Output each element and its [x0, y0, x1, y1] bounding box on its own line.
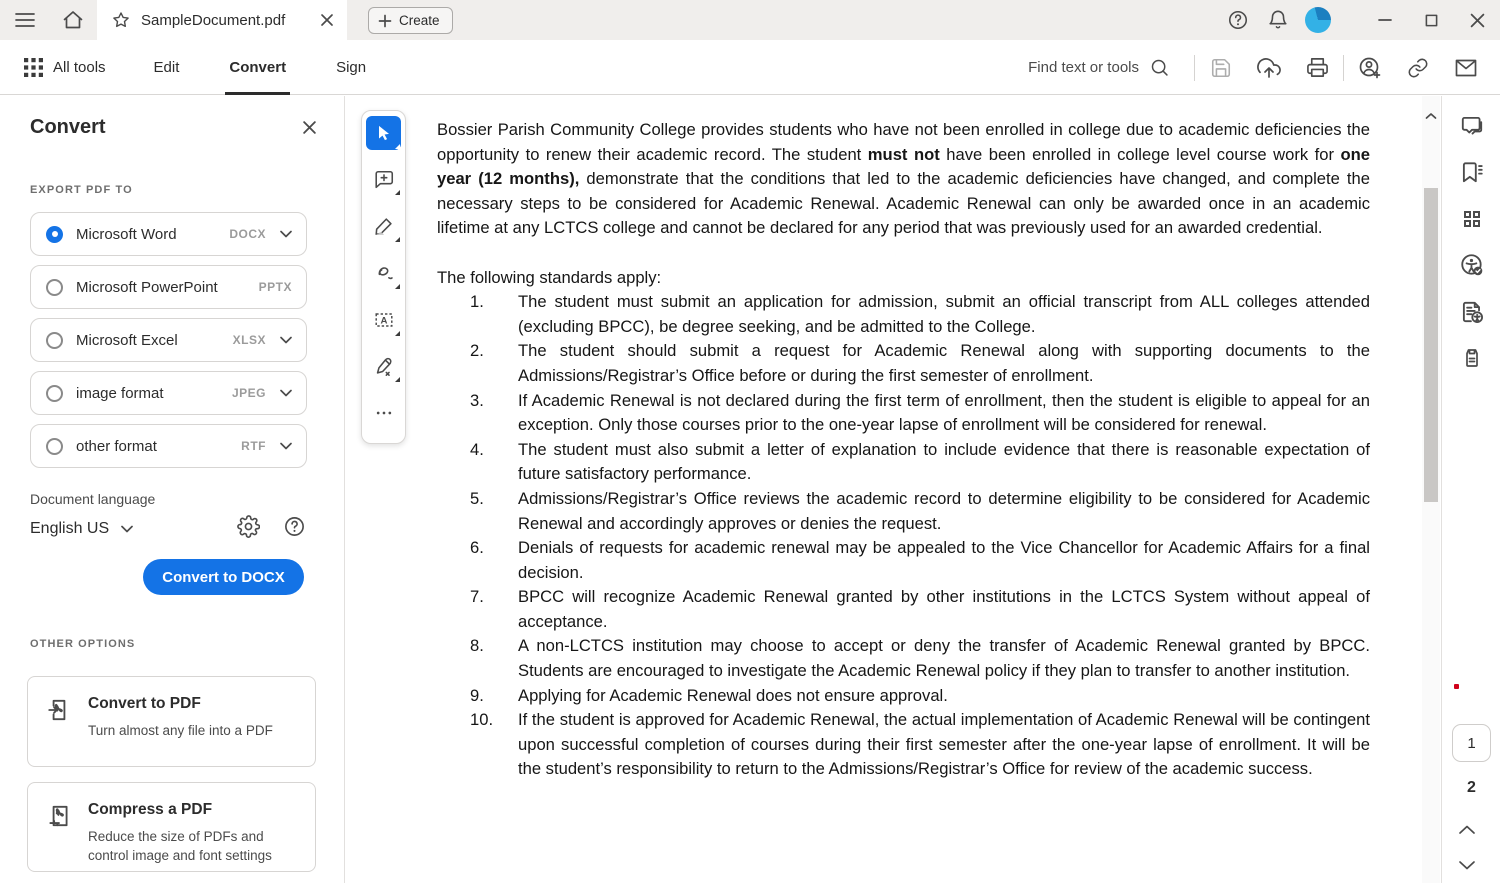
- option-microsoft-powerpoint[interactable]: Microsoft PowerPoint PPTX: [30, 265, 307, 309]
- all-tools-label: All tools: [53, 59, 106, 76]
- vertical-scrollbar[interactable]: [1422, 96, 1440, 883]
- main-toolbar: [0, 40, 1500, 95]
- compress-a-pdf-icon: [46, 803, 72, 855]
- page-thumbnail-2[interactable]: 2: [1467, 779, 1476, 796]
- find-text-or-tools[interactable]: [1028, 40, 1170, 95]
- chevron-down-icon[interactable]: [278, 226, 294, 242]
- notification-dot: [1454, 684, 1459, 689]
- tab-edit[interactable]: Edit: [153, 59, 180, 76]
- convert-to-docx-button[interactable]: Convert to DOCX: [143, 559, 304, 595]
- radio[interactable]: [46, 279, 63, 296]
- document-tab[interactable]: [97, 0, 347, 40]
- document-text: [437, 118, 1370, 782]
- quick-tools-toolbar: [361, 110, 406, 444]
- divider: [1343, 55, 1344, 81]
- panel-title: Convert: [30, 116, 106, 138]
- create-button[interactable]: [368, 7, 453, 34]
- chevron-down-icon: [119, 521, 135, 537]
- grid-icon: [24, 58, 43, 77]
- gear-icon[interactable]: [234, 512, 262, 540]
- next-page-icon[interactable]: [1458, 860, 1476, 871]
- option-image-format[interactable]: image format JPEG: [30, 371, 307, 415]
- other-options-label: OTHER OPTIONS: [30, 638, 136, 650]
- save-icon: [1197, 48, 1245, 88]
- close-button[interactable]: [1454, 0, 1500, 40]
- language-select[interactable]: [30, 520, 135, 538]
- help-icon[interactable]: [1218, 0, 1258, 40]
- notifications-icon[interactable]: [1258, 0, 1298, 40]
- chevron-down-icon[interactable]: [278, 385, 294, 401]
- tags-panel-icon[interactable]: [1456, 342, 1488, 374]
- star-icon[interactable]: [111, 10, 131, 30]
- prepare-for-accessibility-icon[interactable]: [1456, 296, 1488, 328]
- email-icon[interactable]: [1442, 48, 1490, 88]
- compress-a-pdf-card[interactable]: Compress a PDF Reduce the size of PDFs and control image and font settings: [27, 782, 316, 872]
- divider: [1194, 55, 1195, 81]
- tab-close-icon[interactable]: [317, 10, 337, 30]
- minimize-button[interactable]: [1362, 0, 1408, 40]
- menu-icon[interactable]: [13, 8, 37, 32]
- language-value: English US: [30, 520, 110, 537]
- convert-to-pdf-card[interactable]: Convert to PDF Turn almost any file into a PDF: [27, 676, 316, 767]
- radio-selected[interactable]: [46, 226, 63, 243]
- tab-title: SampleDocument.pdf: [141, 11, 286, 29]
- more-tools[interactable]: [366, 396, 401, 430]
- document-page: [346, 96, 1422, 883]
- option-microsoft-excel[interactable]: Microsoft Excel XLSX: [30, 318, 307, 362]
- option-microsoft-word[interactable]: Microsoft Word DOCX: [30, 212, 307, 256]
- fill-and-sign-tool[interactable]: [366, 350, 401, 384]
- comments-panel-icon[interactable]: [1456, 110, 1488, 142]
- list-item: 5. Admissions/Registrar’s Office reviews the academic record to determine eligibility to be considered for Academic Renewal and accordingly approves or denies the request.: [470, 488, 1370, 533]
- accessibility-check-icon[interactable]: [1456, 249, 1488, 281]
- list-item: 2. The student should submit a request for Academic Renewal along with supporting documents to the Admissions/Registrar’s Office before or during the first semester of enrollment.: [470, 341, 1370, 385]
- previous-page-icon[interactable]: [1458, 824, 1476, 835]
- convert-panel: [0, 96, 345, 883]
- select-tool[interactable]: [366, 116, 401, 150]
- tab-convert[interactable]: Convert: [225, 40, 290, 95]
- plus-icon: [377, 13, 393, 29]
- export-options-list: [30, 212, 307, 477]
- tab-all-tools[interactable]: [20, 40, 110, 95]
- list-item: 7. BPCC will recognize Academic Renewal granted by other institutions in the LCTCS System without appeal of acceptance.: [470, 587, 1370, 631]
- export-section-label: EXPORT PDF TO: [30, 184, 133, 196]
- page-thumbnail-1[interactable]: 1: [1452, 724, 1491, 762]
- list-item: 6. Denials of requests for academic renewal may be appealed to the Vice Chancellor for Academic Affairs for a final decision.: [470, 538, 1370, 582]
- avatar[interactable]: [1298, 0, 1338, 40]
- document-language-label: Document language: [30, 491, 156, 507]
- right-sidebar: [1441, 96, 1500, 883]
- request-signatures-icon[interactable]: [1346, 48, 1394, 88]
- upload-cloud-icon[interactable]: [1245, 48, 1293, 88]
- find-label: Find text or tools: [1028, 59, 1139, 76]
- tab-bar: [0, 0, 1500, 40]
- list-item: 4. The student must also submit a letter of explanation to include evidence that there is reasonable expectation of future satisfactory performance.: [470, 439, 1370, 484]
- create-button-label: Create: [399, 13, 440, 28]
- panel-help-icon[interactable]: [280, 512, 308, 540]
- home-icon[interactable]: [61, 8, 85, 32]
- maximize-button[interactable]: [1408, 0, 1454, 40]
- list-item: 1. The student must submit an application for admission, submit an official transcript from ALL colleges attended (excluding BPCC), be degree seeking, and be admitted to the College.: [470, 292, 1370, 336]
- scrollbar-thumb[interactable]: [1424, 188, 1438, 502]
- radio[interactable]: [46, 385, 63, 402]
- tab-sign[interactable]: Sign: [336, 59, 367, 76]
- chevron-down-icon[interactable]: [278, 438, 294, 454]
- radio[interactable]: [46, 332, 63, 349]
- add-text-box-tool[interactable]: [366, 303, 401, 337]
- bookmarks-panel-icon[interactable]: [1456, 156, 1488, 188]
- search-icon: [1149, 57, 1170, 78]
- link-icon[interactable]: [1394, 48, 1442, 88]
- svg-text:A: A: [380, 315, 387, 327]
- add-comment-tool[interactable]: [366, 163, 401, 197]
- standards-intro: The following standards apply:: [437, 267, 662, 287]
- intro-paragraph: Bossier Parish Community College provides students who have not been enrolled in college due to academic deficiencies the opportunity to renew their academic record. The student must not have been enrolled in college level course work for one year (12 months), demonstrate that the conditions that led to the academic deficiencies have changed, and complete the necessary steps to be considered for Academic Renewal. Academic Renewal can only be awarded once in an academic lifetime at any LCTCS college and cannot be declared for any period that was previously used for an awarded credential.: [437, 120, 1371, 238]
- option-other-format[interactable]: other format RTF: [30, 424, 307, 468]
- print-icon[interactable]: [1293, 48, 1341, 88]
- radio[interactable]: [46, 438, 63, 455]
- list-item: 10. If the student is approved for Academic Renewal, the actual implementation of Academic Renewal will be contingent upon successful completion of courses during their first semester after the one-year lapse of enrollment. It will be the student’s responsibility to return to the Admissions/Registrar’s Office for review of the academic success.: [470, 710, 1370, 779]
- panel-close-icon[interactable]: [298, 117, 320, 139]
- scroll-up-arrow[interactable]: [1422, 106, 1440, 126]
- highlight-tool[interactable]: [366, 209, 401, 243]
- standards-list: [437, 290, 1370, 782]
- draw-tool[interactable]: [366, 256, 401, 290]
- page-thumbnails-icon[interactable]: [1456, 203, 1488, 235]
- chevron-down-icon[interactable]: [278, 332, 294, 348]
- list-item: 8. A non-LCTCS institution may choose to accept or deny the transfer of Academic Renewal granted by BPCC. Students are encouraged to investigate the Academic Renewal policy if they plan to transfer to another institution.: [470, 636, 1370, 681]
- convert-to-pdf-icon: [46, 697, 72, 750]
- list-item: 9. Applying for Academic Renewal does not ensure approval.: [470, 685, 948, 705]
- list-item: 3. If Academic Renewal is not declared during the first term of enrollment, then the student is eligible to appeal for an exception. Only those courses prior to the one-year lapse of enrollment will be considered for renewal.: [470, 390, 1370, 435]
